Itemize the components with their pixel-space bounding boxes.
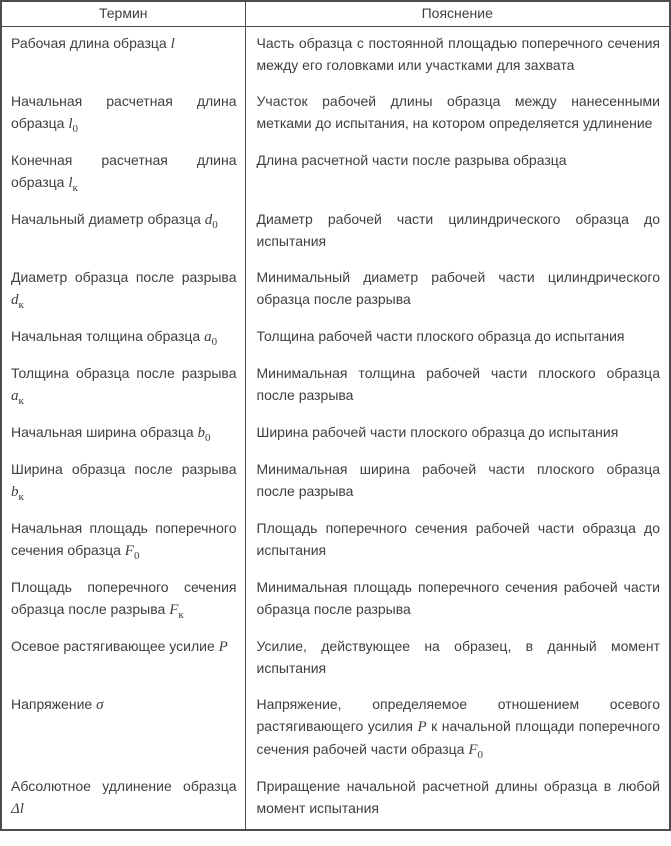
table-row — [1, 770, 670, 830]
table-row — [1, 261, 670, 320]
table-row — [1, 453, 670, 512]
term-symbol: $a_к$ — [11, 388, 24, 407]
explanation-text: Длина расчетной части после разрыва образца — [256, 152, 567, 168]
table-row — [1, 357, 670, 416]
explanation-cell — [245, 688, 670, 770]
term-symbol: $b_0$ — [197, 425, 211, 444]
explanation-cell — [245, 203, 670, 261]
term-symbol: $l_0$ — [68, 116, 79, 135]
column-header-explanation: Пояснение — [245, 1, 670, 27]
explanation-cell — [245, 27, 670, 86]
table-row — [1, 27, 670, 86]
explanation-text: Напряжение, определяемое отношением осевого растягивающего усилия — [256, 696, 660, 734]
term-cell — [1, 85, 245, 144]
term-cell — [1, 512, 245, 571]
table-row — [1, 203, 670, 261]
explanation-text: Минимальная толщина рабочей части плоского образца после разрыва — [256, 365, 660, 403]
term-symbol: $F_к$ — [169, 602, 184, 621]
term-cell — [1, 571, 245, 630]
term-text: Площадь поперечного сечения образца после разрыва — [11, 579, 237, 617]
header-row — [1, 1, 670, 27]
explanation-cell — [245, 144, 670, 203]
term-text: Начальная расчетная длина образца — [11, 93, 237, 131]
term-symbol: $l_к$ — [68, 175, 78, 194]
table-row — [1, 85, 670, 144]
explanation-cell — [245, 453, 670, 512]
table-row — [1, 144, 670, 203]
explanation-text: к начальной площади поперечного сечения рабочей части образца — [256, 718, 661, 757]
table-row — [1, 571, 670, 630]
explanation-cell — [245, 85, 670, 144]
term-text: Начальный диаметр образца — [11, 211, 201, 227]
table-row — [1, 320, 670, 357]
explanation-text: Усилие, действующее на образец, в данный момент испытания — [256, 638, 660, 676]
term-text: Ширина образца после разрыва — [11, 461, 237, 477]
term-text: Начальная толщина образца — [11, 328, 201, 344]
term-symbol: $d_0$ — [204, 212, 218, 231]
term-cell — [1, 27, 245, 86]
term-cell — [1, 416, 245, 453]
term-symbol: l — [170, 36, 175, 52]
explanation-cell — [245, 261, 670, 320]
term-text: Рабочая длина образца — [11, 35, 167, 51]
explanation-text: Минимальный диаметр рабочей части цилиндрического образца после разрыва — [256, 269, 660, 307]
term-symbol: $b_к$ — [11, 484, 24, 503]
table-row — [1, 416, 670, 453]
explanation-text: Диаметр рабочей части цилиндрического образца до испытания — [256, 211, 660, 249]
explanation-cell — [245, 320, 670, 357]
explanation-text: Участок рабочей длины образца между нанесенными метками до испытания, на котором определяется удлинение — [256, 93, 660, 131]
explanation-text: Часть образца с постоянной площадью поперечного сечения между его головками или участками для захвата — [256, 35, 660, 73]
term-symbol: $F_0$ — [124, 543, 140, 562]
term-cell — [1, 770, 245, 830]
term-cell — [1, 261, 245, 320]
term-text: Осевое растягивающее усилие — [11, 638, 215, 654]
explanation-cell — [245, 770, 670, 830]
term-symbol: $d_к$ — [11, 292, 24, 311]
table-row — [1, 512, 670, 571]
explanation-cell — [245, 357, 670, 416]
term-text: Толщина образца после разрыва — [11, 365, 237, 381]
explanation-text: Толщина рабочей части плоского образца до испытания — [256, 328, 625, 344]
explanation-text: Минимальная ширина рабочей части плоского образца после разрыва — [256, 461, 660, 499]
term-symbol: Δl — [11, 801, 24, 817]
term-text: Начальная площадь поперечного сечения образца — [11, 520, 237, 558]
initial-area-symbol: $F_0$ — [468, 742, 483, 761]
term-cell — [1, 203, 245, 261]
explanation-text: Приращение начальной расчетной длины образца в любой момент испытания — [256, 778, 660, 816]
explanation-text: Ширина рабочей части плоского образца до испытания — [256, 424, 619, 440]
term-cell — [1, 453, 245, 512]
term-cell — [1, 144, 245, 203]
table-row — [1, 630, 670, 688]
term-symbol: P — [218, 639, 228, 655]
term-text: Диаметр образца после разрыва — [11, 269, 237, 285]
term-text: Конечная расчетная длина образца — [11, 152, 237, 190]
term-symbol: σ — [96, 697, 104, 713]
term-cell — [1, 357, 245, 416]
term-symbol: $a_0$ — [204, 329, 218, 348]
term-text: Начальная ширина образца — [11, 424, 194, 440]
term-cell — [1, 320, 245, 357]
explanation-text: Минимальная площадь поперечного сечения рабочей части образца после разрыва — [256, 579, 660, 617]
force-symbol: P — [417, 719, 427, 735]
explanation-text: Площадь поперечного сечения рабочей части образца до испытания — [256, 520, 660, 558]
explanation-cell — [245, 571, 670, 630]
term-text: Напряжение — [11, 696, 93, 712]
term-cell — [1, 630, 245, 688]
explanation-cell — [245, 416, 670, 453]
explanation-cell — [245, 630, 670, 688]
term-cell — [1, 688, 245, 770]
table-row — [1, 688, 670, 770]
explanation-cell — [245, 512, 670, 571]
term-text: Абсолютное удлинение образца — [11, 778, 237, 794]
column-header-term: Термин — [1, 1, 245, 27]
